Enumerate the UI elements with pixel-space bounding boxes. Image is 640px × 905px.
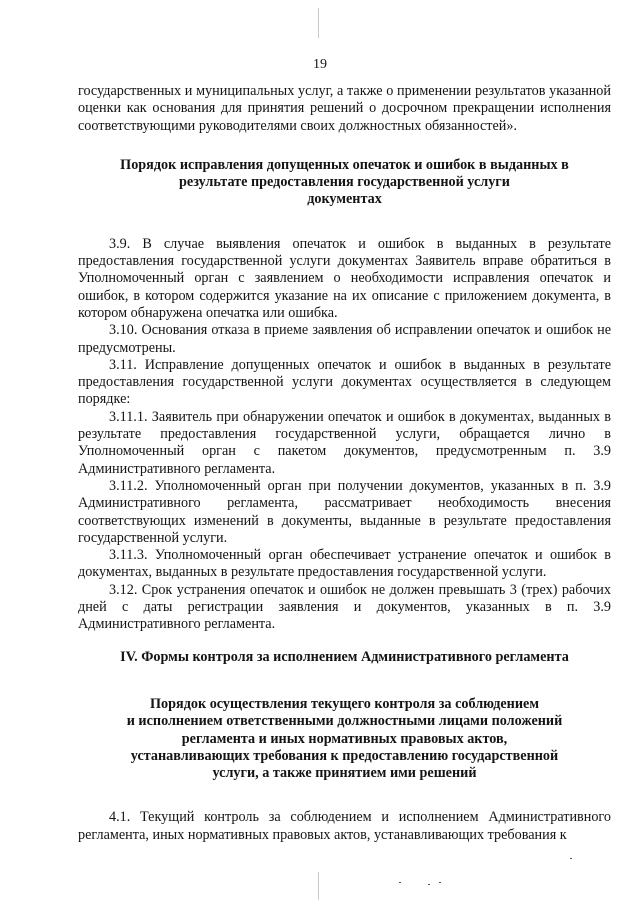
paragraph-3-11-2: 3.11.2. Уполномоченный орган при получении документов, указанных в п. 3.9 Административного регламента, рассматривает необходимость внесения соответствующих изменений в документы, выданные в результате предоставления государственной услуги. — [78, 477, 611, 546]
section-heading-corrections: Порядок исправления допущенных опечаток и ошибок в выданных в результате предоставления государственной услуги документах — [120, 156, 569, 208]
scan-fold-mark-top — [318, 8, 319, 38]
document-body — [78, 83, 611, 844]
paragraph-3-11-3: 3.11.3. Уполномоченный орган обеспечивает устранение опечаток и ошибок в документах, выданных в результате предоставления государственной услуги. — [78, 547, 611, 581]
page-number: 19 — [313, 57, 327, 72]
paragraph-3-12: 3.12. Срок устранения опечаток и ошибок не должен превышать 3 (трех) рабочих дней с даты регистрации заявления и документов, указанных в п. 3.9 Административного регламента. — [78, 581, 611, 633]
scan-speck — [399, 882, 401, 883]
paragraph-3-9: 3.9. В случае выявления опечаток и ошибок в выданных в результате предоставления государственной услуги документах Заявитель вправе обратиться в Уполномоченный орган с заявлением о необходимости исправления опечаток и ошибок, в котором содержится указание на их описание с приложением документа, в котором обнаружена опечатка или ошибка. — [78, 235, 611, 321]
paragraph-3-11-1: 3.11.1. Заявитель при обнаружении опечаток и ошибок в документах, выданных в результате предоставления государственной услуги, обращается лично в Уполномоченный орган с пакетом документов, предусмотренным п. 3.9 Административного регламента. — [78, 408, 611, 477]
scan-speck — [439, 882, 441, 883]
paragraph-4-1: 4.1. Текущий контроль за соблюдением и исполнением Административного регламента, иных нормативных правовых актов, устанавливающих требования к — [78, 809, 611, 843]
scan-speck — [428, 884, 430, 885]
scan-speck — [570, 858, 572, 859]
scan-fold-mark-bottom — [318, 872, 319, 900]
section-heading-current-control: Порядок осуществления текущего контроля за соблюдением и исполнением ответственными должностными лицами положений регламента и иных нормативных правовых актов, устанавливающих требования к предоставлению государственной услуги, а также принятием ими решений — [126, 695, 563, 782]
paragraph-3-11: 3.11. Исправление допущенных опечаток и ошибок в выданных в результате предоставления государственной услуги документах осуществляется в следующем порядке: — [78, 356, 611, 408]
intro-paragraph: государственных и муниципальных услуг, а также о применении результатов указанной оценки как основания для принятия решений о досрочном прекращении исполнения соответствующими руководителями своих должностных обязанностей». — [78, 83, 611, 134]
section-title-iv: IV. Формы контроля за исполнением Административного регламента — [120, 648, 569, 665]
paragraph-3-10: 3.10. Основания отказа в приеме заявления об исправлении опечаток и ошибок не предусмотрены. — [78, 322, 611, 356]
